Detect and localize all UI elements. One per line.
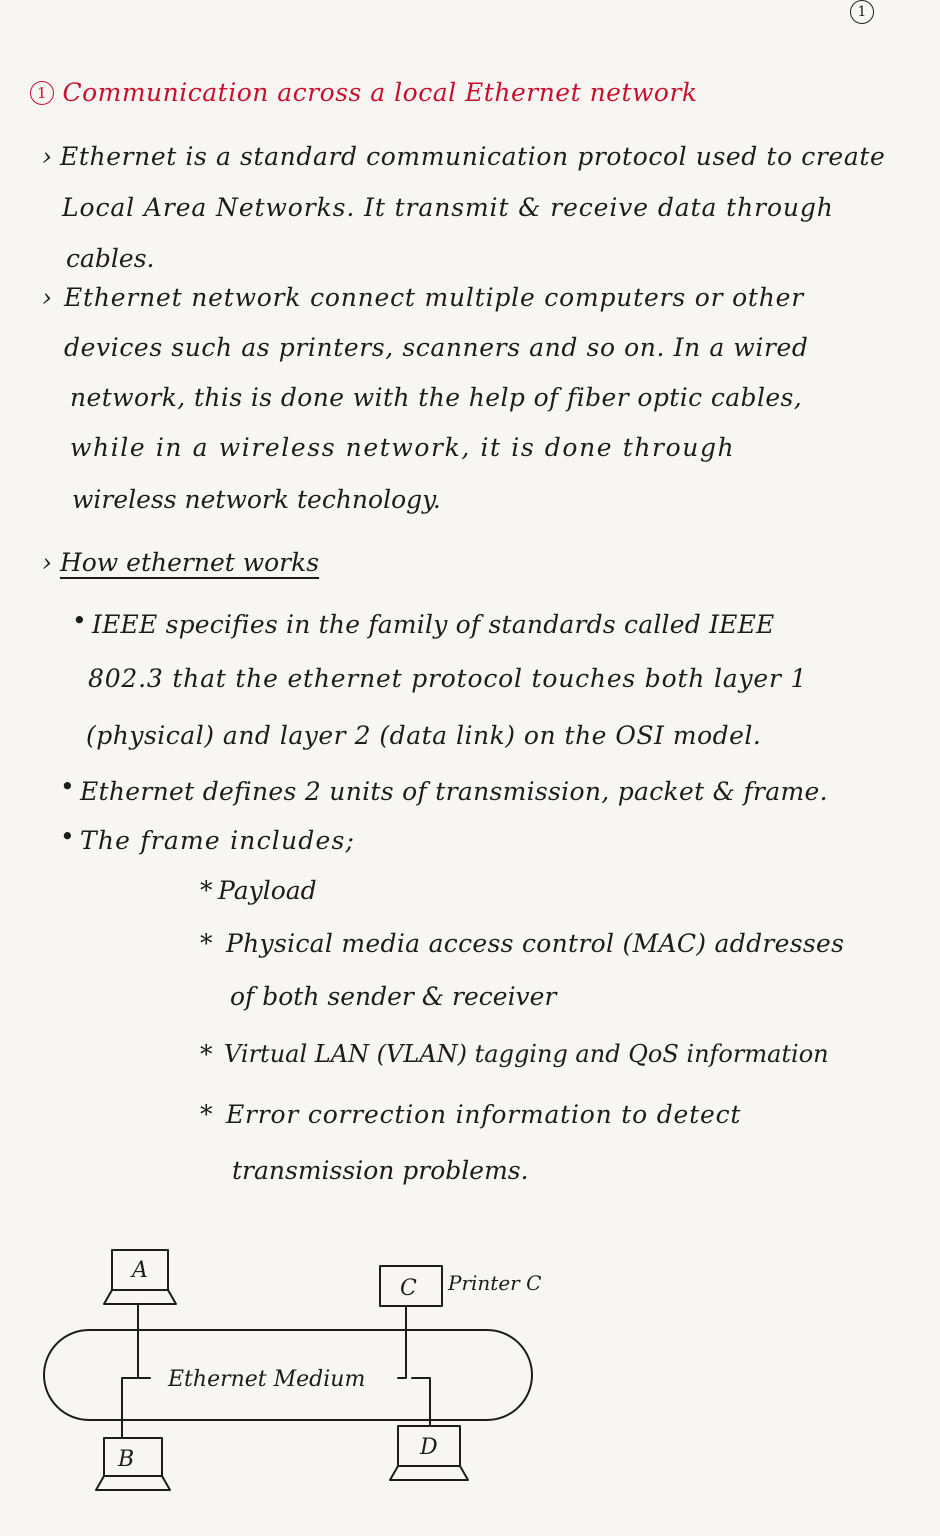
paragraph-line: network, this is done with the help of fiber optic cables, [70,383,803,412]
medium-label: Ethernet Medium [168,1367,366,1392]
frame-item-marker: * [200,929,213,958]
paragraph-marker: › [42,283,52,312]
bullet-line: (physical) and layer 2 (data link) on the OSI model. [86,721,762,750]
frame-item-marker: * [200,876,213,905]
node-d-label: D [420,1435,438,1460]
paragraph-line: Local Area Networks. It transmit & receive data through [62,193,834,222]
printer-label: Printer C [448,1271,542,1295]
bullet-line: IEEE specifies in the family of standards called IEEE [92,610,775,639]
bullet-marker: • [60,822,75,851]
page-title [30,78,698,107]
section-heading-text: How ethernet works [59,548,320,577]
frame-item-line: of both sender & receiver [230,982,557,1011]
paragraph-line: Ethernet network connect multiple computers or other [64,283,805,312]
bullet-line: Ethernet defines 2 units of transmission, packet & frame. [80,777,828,806]
frame-item-line: Payload [218,876,317,905]
node-c-label: C [400,1276,417,1301]
page-number: 1 [850,0,874,24]
section-heading [42,548,319,577]
section-marker: › [42,548,52,577]
paragraph-line: cables. [66,244,155,273]
bullet-line: The frame includes; [80,826,356,855]
bullet-line: 802.3 that the ethernet protocol touches both layer 1 [88,664,808,693]
node-a-label: A [132,1258,148,1283]
paragraph-line: Ethernet is a standard communication protocol used to create [60,142,886,171]
bullet-marker: • [60,772,75,801]
title-text: Communication across a local Ethernet network [62,78,698,107]
link-c [398,1306,406,1378]
frame-item-line: Error correction information to detect [226,1100,742,1129]
node-b-label: B [118,1447,135,1472]
frame-item-marker: * [200,1040,213,1069]
paragraph-line: wireless network technology. [72,485,441,514]
paragraph-line: devices such as printers, scanners and so on. In a wired [64,333,809,362]
bullet-marker: • [72,606,87,635]
frame-item-line: Physical media access control (MAC) addresses [226,929,845,958]
paragraph-marker: › [42,142,52,171]
ethernet-diagram [0,1220,940,1520]
link-b [122,1378,150,1438]
frame-item-line: Virtual LAN (VLAN) tagging and QoS information [224,1040,829,1068]
link-d [412,1378,430,1426]
frame-item-marker: * [200,1100,213,1129]
title-number: 1 [30,81,54,105]
frame-item-line: transmission problems. [232,1156,529,1185]
paragraph-line: while in a wireless network, it is done through [70,433,736,462]
